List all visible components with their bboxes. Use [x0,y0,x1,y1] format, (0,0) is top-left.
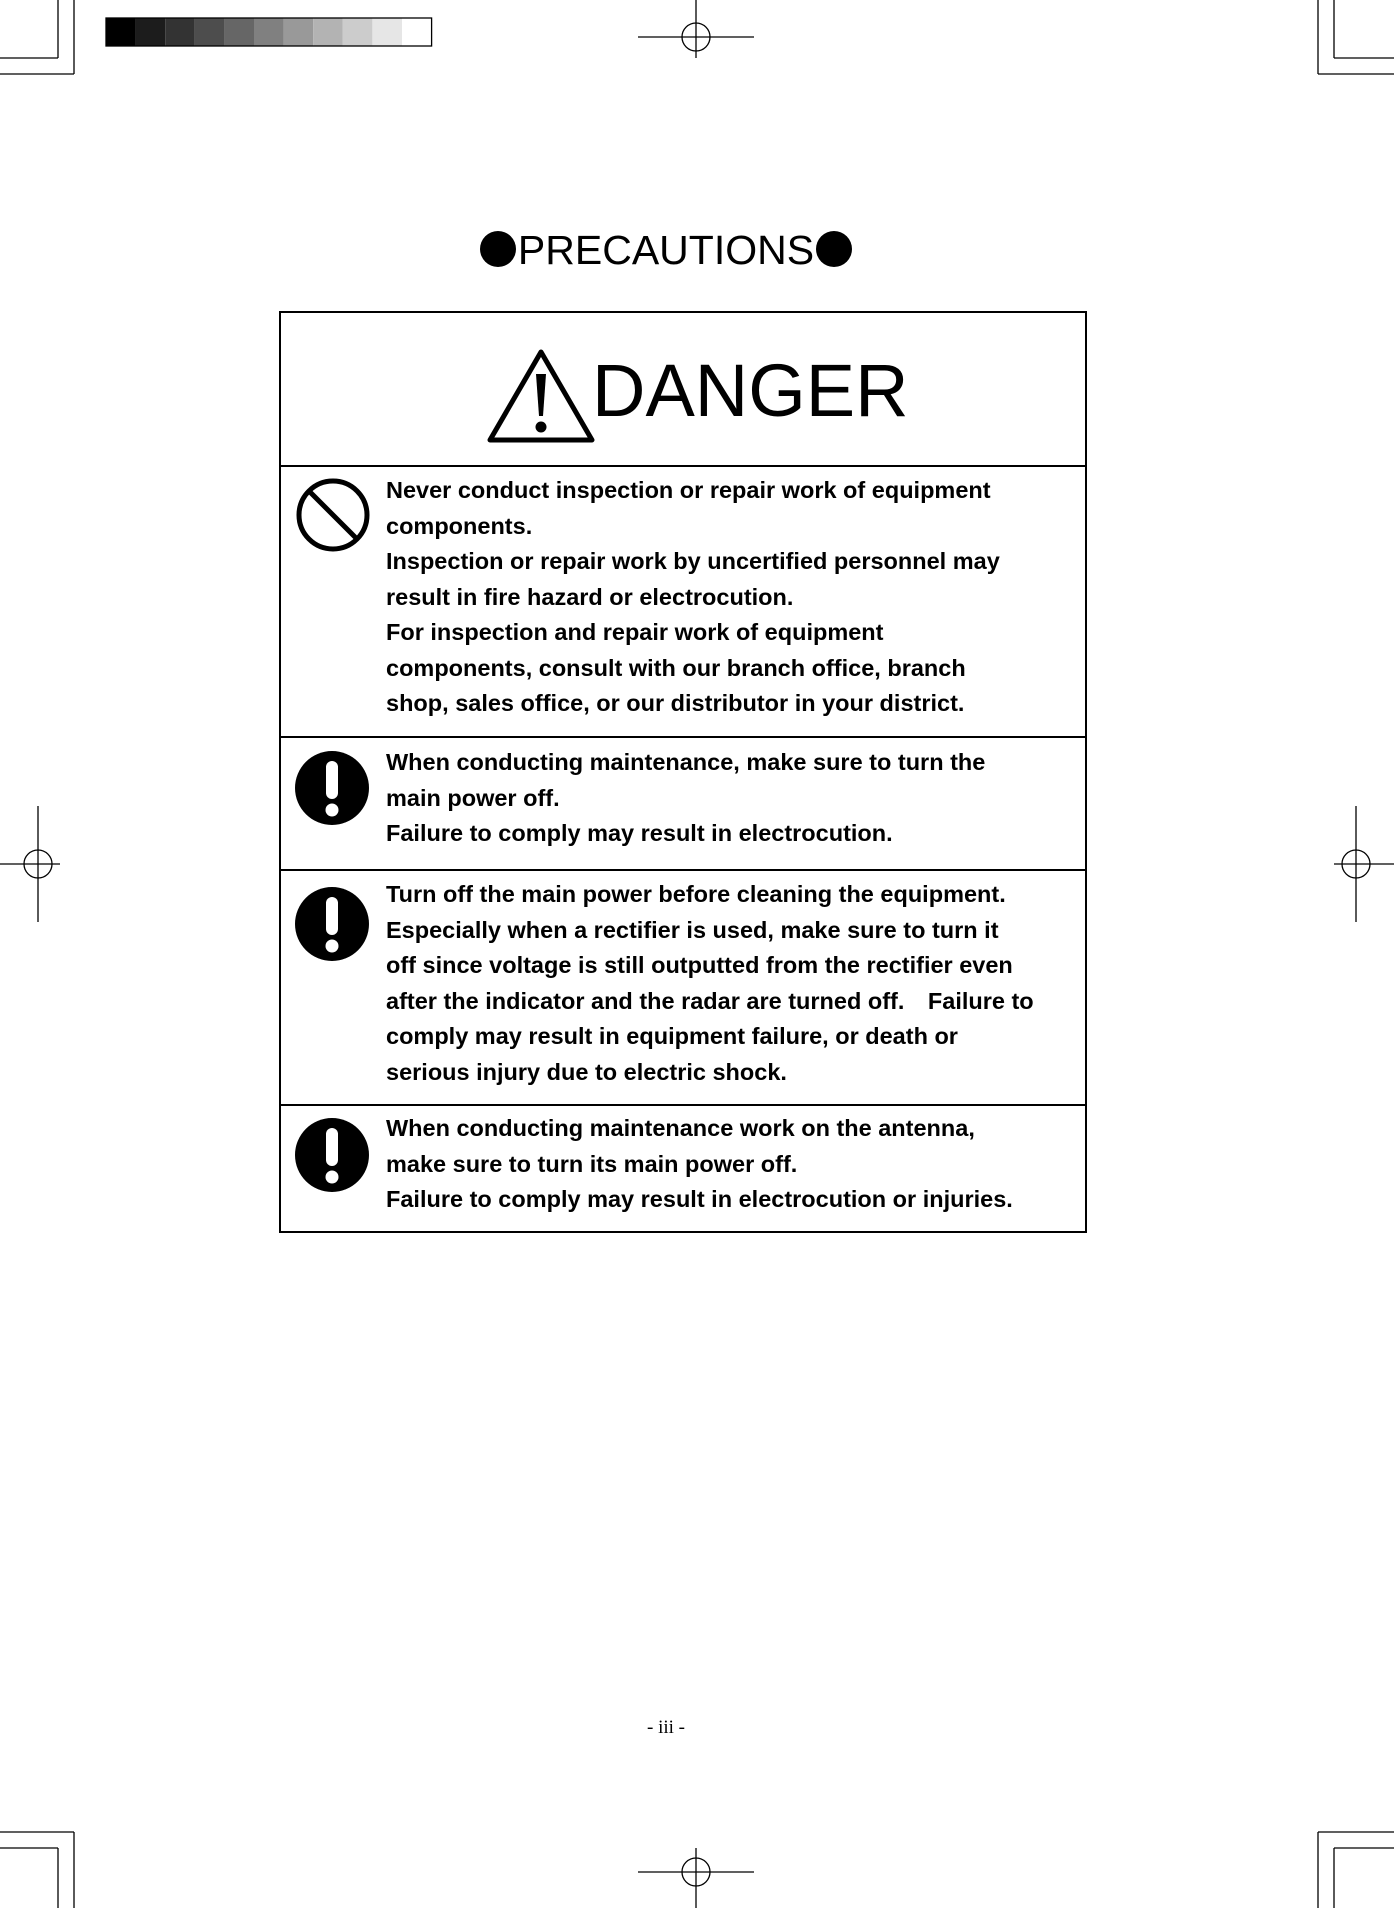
warning-row [281,1106,1085,1231]
mandatory-action-icon [294,750,370,826]
crop-mark-top-left [0,0,74,74]
warning-line: Turn off the main power before cleaning the equipment. [386,881,1006,907]
warning-line: Failure to comply may result in electrocution. [386,820,893,846]
warning-line: Failure to comply may result in electrocution or injuries. [386,1186,1013,1212]
crop-mark-top-right [1318,0,1394,74]
bullet-dot-icon [480,231,516,267]
calibration-swatch [343,18,373,46]
warning-line: Inspection or repair work by uncertified personnel may [386,548,1000,574]
danger-header [281,313,1085,467]
warning-line: For inspection and repair work of equipment [386,619,884,645]
crop-mark-bottom-right [1318,1832,1394,1908]
registration-mark-top [638,0,754,58]
warning-line: Especially when a rectifier is used, make sure to turn it [386,916,999,943]
warning-line: components. [386,512,533,539]
registration-mark-bottom [638,1848,754,1908]
calibration-swatch [106,18,136,46]
warning-line: comply may result in equipment failure, or death or [386,1023,958,1049]
calibration-swatch [372,18,402,46]
warning-text [386,1111,1076,1218]
prohibited-icon [294,476,372,554]
warning-row [281,871,1085,1106]
color-calibration-bar [106,18,432,46]
warning-text [386,877,1076,1090]
warning-line: make sure to turn its main power off. [386,1150,798,1177]
danger-panel [279,311,1087,1233]
warning-line: When conducting maintenance, make sure to turn the [386,749,986,775]
warning-line: When conducting maintenance work on the antenna, [386,1115,975,1141]
calibration-swatch [195,18,225,46]
danger-label: DANGER [592,349,909,432]
warning-line: serious injury due to electric shock. [386,1058,787,1085]
registration-mark-left [0,806,60,922]
calibration-swatch [284,18,314,46]
warning-text [386,745,1076,852]
warning-line: off since voltage is still outputted from the rectifier even [386,952,1013,978]
bullet-dot-icon [816,231,852,267]
warning-line: components, consult with our branch office, branch [386,654,966,681]
warning-triangle-icon [486,346,596,446]
warning-row [281,738,1085,871]
page-title-text: PRECAUTIONS [517,227,815,273]
mandatory-action-icon [294,1117,370,1193]
calibration-swatch [224,18,254,46]
warning-line: after the indicator and the radar are turned off. Failure to [386,987,1034,1014]
warning-line: main power off. [386,784,560,811]
page-title [0,222,1332,278]
registration-mark-right [1334,806,1394,922]
crop-mark-bottom-left [0,1832,74,1908]
mandatory-action-icon [294,886,370,962]
warning-line: result in fire hazard or electrocution. [386,583,794,610]
calibration-swatch [402,18,432,46]
calibration-swatch [165,18,195,46]
calibration-swatch [254,18,284,46]
warning-line: shop, sales office, or our distributor in your district. [386,690,965,716]
calibration-swatch [313,18,343,46]
page-number: - iii - [647,1717,685,1738]
warning-line: Never conduct inspection or repair work of equipment [386,477,991,503]
calibration-swatch [136,18,166,46]
warning-row [281,465,1085,738]
warning-text [386,473,1076,722]
